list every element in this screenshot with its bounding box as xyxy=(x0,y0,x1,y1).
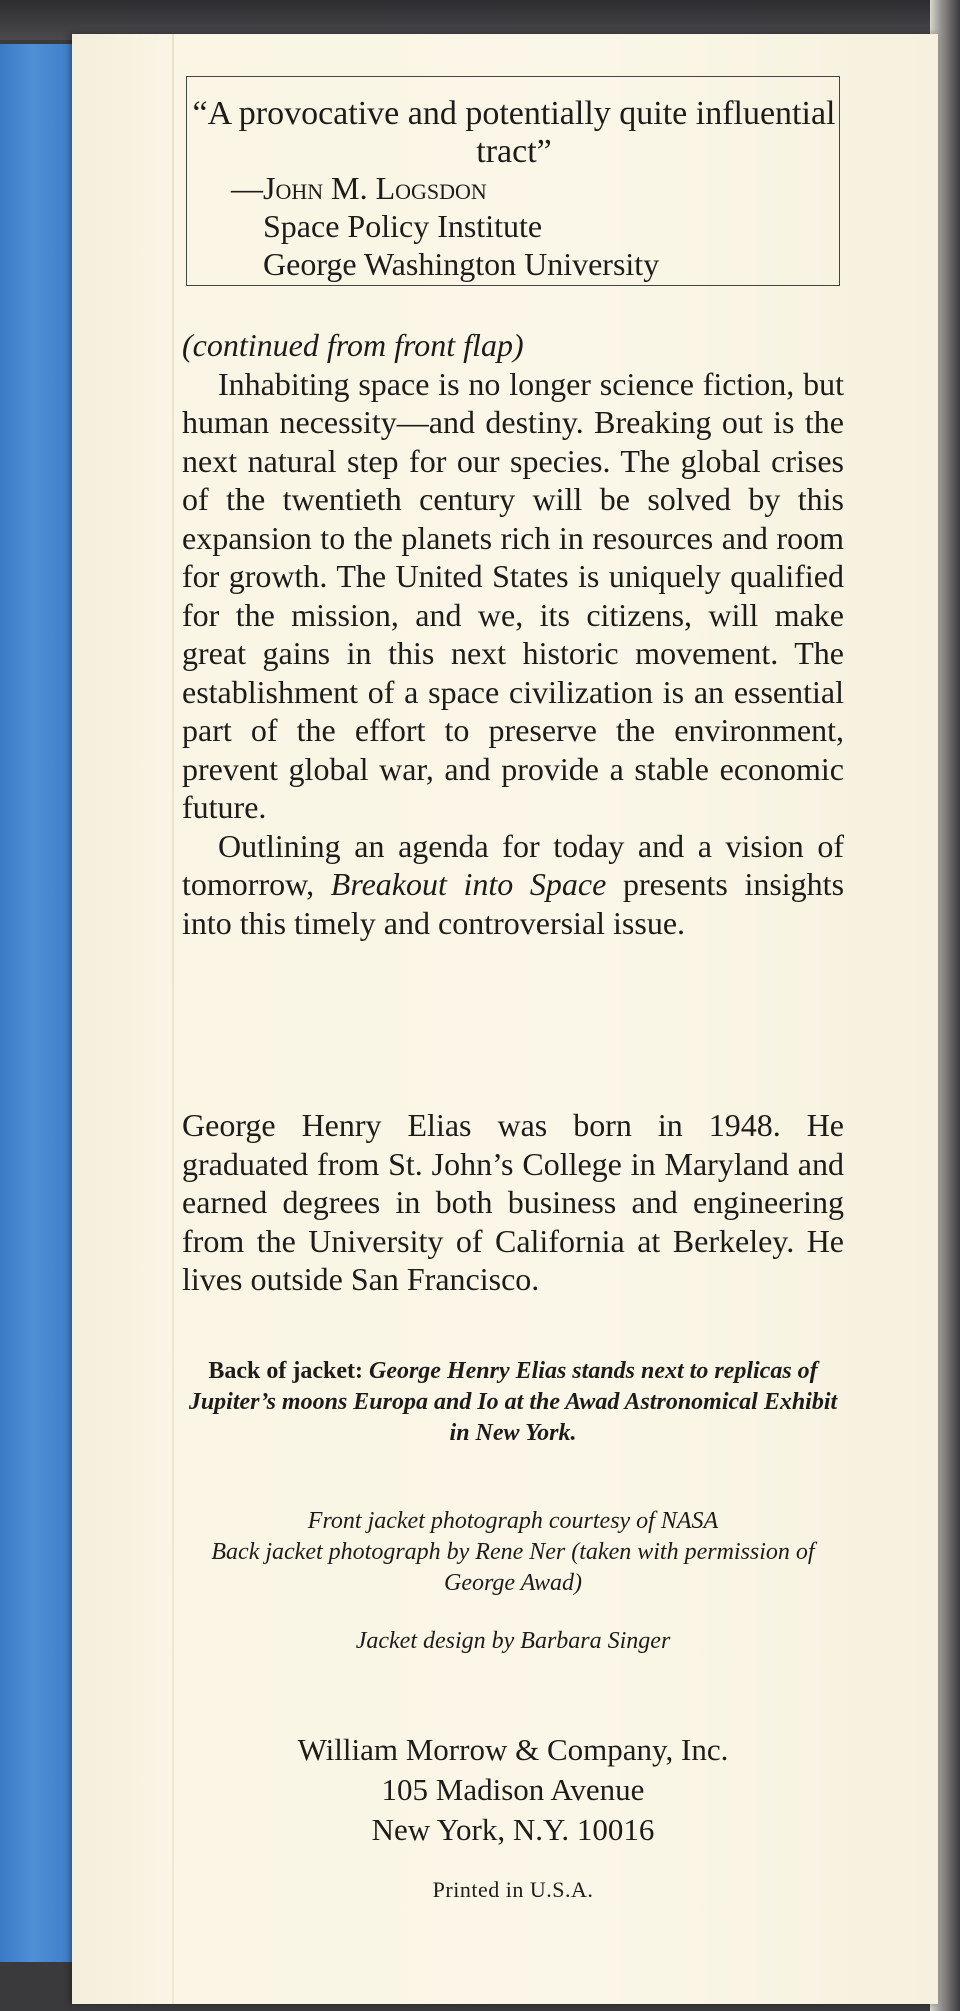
attribution-name-line xyxy=(231,169,659,207)
back-photo-credit: Back jacket photograph by Rene Ner (taken with permission of George Awad) xyxy=(211,1539,815,1596)
publisher-street: 105 Madison Avenue xyxy=(381,1772,645,1807)
flap-fold-line xyxy=(172,34,174,2004)
blue-cover-board xyxy=(0,44,72,1962)
blurb-attribution xyxy=(231,169,659,283)
paragraph-2-tail: presents insights into this timely and controversial issue. xyxy=(182,866,845,941)
attribution-name: John M. Logsdon xyxy=(263,170,487,206)
blurb-quote-text: “A provocative and potentially quite influential tract” xyxy=(192,95,836,170)
description-paragraph-1: Inhabiting space is no longer science fiction, but human necessity—and destiny. Breaking out is the next natural step for our species. The global crises of the twentieth century will be solved by this expansion to the planets rich in resources and room for growth. The United States is uniquely qualified for the mission, and we, its citizens, will make great gains in this next historic movement. The establishment of a space civilization is an essential part of the effort to preserve the environment, prevent global war, and provide a stable economic future. xyxy=(182,365,844,825)
author-bio-paragraph: George Henry Elias was born in 1948. He graduated from St. John’s College in Maryland and earned degrees in both business and engineering from the University of California at Berkeley. He lives outside San Francisco. xyxy=(182,1107,844,1297)
author-bio xyxy=(182,1106,844,1299)
back-jacket-caption-text: George Henry Elias stands next to replicas of Jupiter’s moons Europa and Io at the Awad Astronomical Exhibit in New York. xyxy=(188,1358,838,1446)
attribution-dash: — xyxy=(231,170,263,206)
description-paragraph-2 xyxy=(182,827,844,943)
printed-in-note: Printed in U.S.A. xyxy=(432,1877,594,1902)
publisher-name: William Morrow & Company, Inc. xyxy=(297,1732,729,1767)
back-jacket-label: Back of jacket: xyxy=(208,1358,363,1384)
book-title: Breakout into Space xyxy=(330,866,607,902)
attribution-affiliation-2: George Washington University xyxy=(263,246,660,282)
back-jacket-caption xyxy=(182,1356,844,1449)
front-photo-credit: Front jacket photograph courtesy of NASA xyxy=(307,1508,719,1534)
flap-description xyxy=(182,326,844,942)
publisher-city: New York, N.Y. 10016 xyxy=(371,1812,655,1847)
jacket-flap xyxy=(72,34,938,2004)
blurb-quote-box xyxy=(186,76,840,286)
paragraph-2-lead: Outlining an agenda for today and a vision of tomorrow, xyxy=(182,827,844,902)
publisher-block xyxy=(182,1730,844,1850)
attribution-affiliation-1: Space Policy Institute xyxy=(263,208,543,244)
jacket-design-credit: Jacket design by Barbara Singer xyxy=(355,1628,671,1654)
continued-note: (continued from front flap) xyxy=(182,327,524,363)
photo-credits xyxy=(182,1506,844,1599)
